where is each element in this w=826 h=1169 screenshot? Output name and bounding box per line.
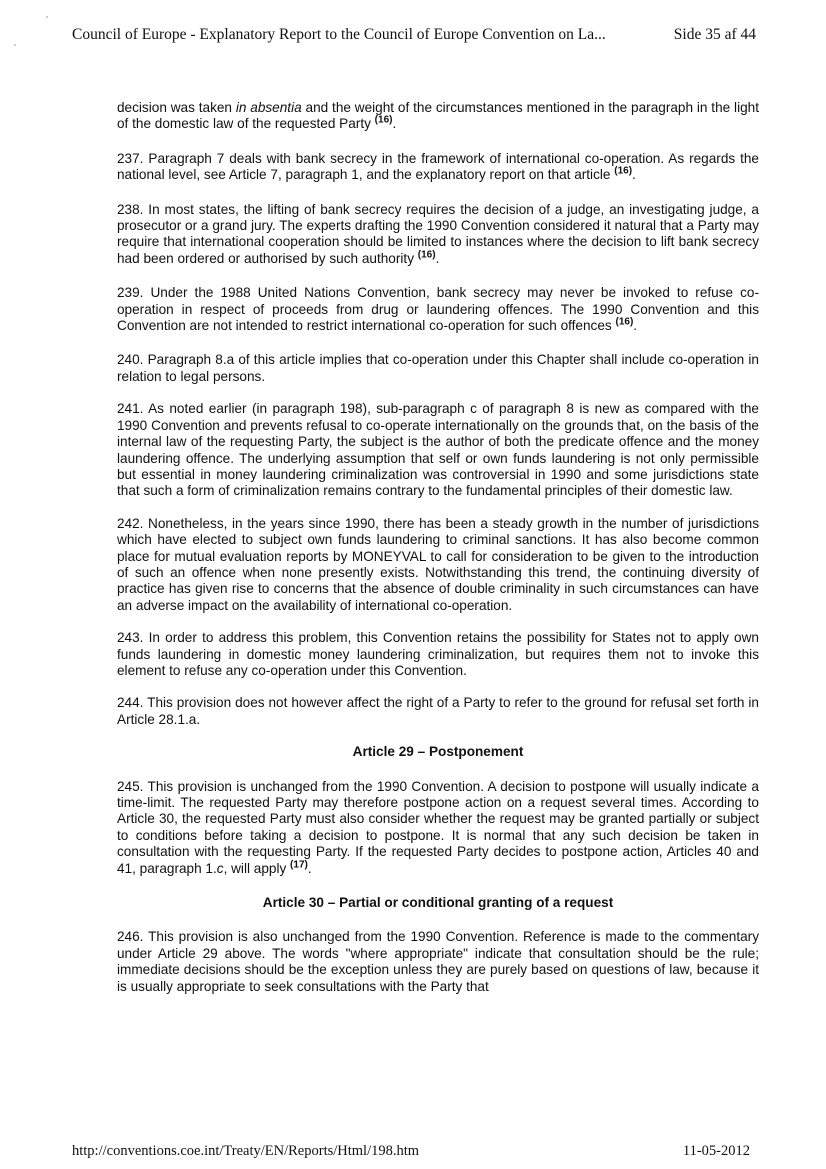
text-span: . — [392, 116, 397, 132]
footnote-ref: (17) — [290, 859, 308, 871]
heading-article-30: Article 30 – Partial or conditional granting of a request — [262, 895, 614, 911]
text-span: 238. In most states, the lifting of bank secrecy requires the decision of a judge, an investigating judge, a prosecutor or a grand jury. The experts drafting the 1990 Convention considered it natural that a Party may require that international cooperation should be limited to instances where the decision to lift bank secrecy had been ordered or authorised by such authority — [117, 201, 759, 266]
text-span: and the weight of the circumstances mentioned in the paragraph in the light of the domestic law of the requested Party — [117, 100, 759, 132]
italic-term: c — [216, 860, 224, 876]
paragraph-243: 243. In order to address this problem, this Convention retains the possibility for States not to apply own funds laundering in domestic money laundering criminalization, but requires them not to invoke this element to refuse any co-operation under this Convention. — [117, 630, 759, 678]
paragraph-239 — [117, 285, 759, 334]
paragraph-continued — [117, 100, 759, 133]
footnote-ref: (16) — [417, 249, 436, 261]
paragraph-240: 240. Paragraph 8.a of this article implies that co-operation under this Chapter shall include co-operation in relation to legal persons. — [117, 352, 759, 384]
page-header — [72, 26, 756, 44]
heading-article-29: Article 29 – Postponement — [352, 744, 524, 760]
paragraph-246: 246. This provision is also unchanged from the 1990 Convention. Reference is made to the commentary under Article 29 above. The words "where appropriate" indicate that consultation should be the rule; immediate decisions should be the exception unless they are purely based on questions of law, because it is usually appropriate to seek consultations with the Party that — [117, 929, 759, 994]
document-body — [117, 100, 759, 1011]
paragraph-241: 241. As noted earlier (in paragraph 198), sub-paragraph c of paragraph 8 is new as compared with the 1990 Convention and prevents refusal to co-operate internationally on the grounds that, on the basis of the internal law of the requesting Party, the subject is the author of both the predicate offence and the money laundering offence. The underlying assumption that self or own funds laundering is not only permissible but essential in money laundering criminalization was controversial in 1990 and some jurisdictions state that such a form of criminalization remains contrary to the fundamental principles of their domestic law. — [117, 401, 759, 499]
page-footer — [72, 1143, 750, 1160]
text-span: 245. This provision is unchanged from the 1990 Convention. A decision to postpone will usually indicate a time-limit. The requested Party may therefore postpone action on a request several times. According to Article 30, the requested Party must also consider whether the request may be granted partially or subject to conditions before taking a decision to postpone. It is normal that any such decision be taken in consultation with the requesting Party. If the requested Party decides to postpone action, Articles 40 and 41, paragraph 1. — [117, 778, 759, 876]
text-span: 239. Under the 1988 United Nations Convention, bank secrecy may never be invoked to refuse co-operation in respect of proceeds from drug or laundering offences. The 1990 Convention and this Convention are not intended to restrict international co-operation for such offences — [117, 285, 759, 334]
paragraph-237 — [117, 151, 759, 184]
text-span: . — [307, 860, 312, 876]
header-title: Council of Europe - Explanatory Report to the Council of Europe Convention on La... — [72, 26, 606, 43]
scan-speck — [46, 16, 48, 18]
italic-term: in absentia — [235, 100, 302, 115]
footnote-ref: (16) — [615, 316, 634, 328]
footnote-ref: (16) — [374, 114, 393, 126]
text-span: . — [632, 167, 636, 183]
paragraph-244: 244. This provision does not however affect the right of a Party to refer to the ground for refusal set forth in Article 28.1.a. — [117, 695, 759, 727]
text-span: . — [633, 318, 638, 334]
header-page-number: Side 35 af 44 — [673, 26, 756, 43]
paragraph-238 — [117, 202, 759, 268]
text-span: , will apply — [223, 860, 291, 876]
scan-speck — [14, 44, 16, 46]
footer-date: 11-05-2012 — [682, 1143, 750, 1159]
text-span: 237. Paragraph 7 deals with bank secrecy in the framework of international co-operation. As regards the national level, see Article 7, paragraph 1, and the explanatory report on that article — [117, 150, 759, 183]
footer-url: http://conventions.coe.int/Treaty/EN/Reports/Html/198.htm — [72, 1143, 420, 1159]
text-span: decision was taken — [117, 100, 236, 115]
paragraph-242: 242. Nonetheless, in the years since 1990, there has been a steady growth in the number of jurisdictions which have elected to subject own funds laundering to criminal sanctions. It has also become common place for mutual evaluation reports by MONEYVAL to call for consideration to be given to the introduction of such an offence when none presently exists. Notwithstanding this trend, the continuing diversity of practice has given rise to concerns that the absence of double criminality in such circumstances can have an adverse impact on the availability of international co-operation. — [117, 515, 759, 613]
text-span: . — [435, 250, 440, 266]
footnote-ref: (16) — [614, 165, 633, 177]
paragraph-245 — [117, 779, 759, 877]
